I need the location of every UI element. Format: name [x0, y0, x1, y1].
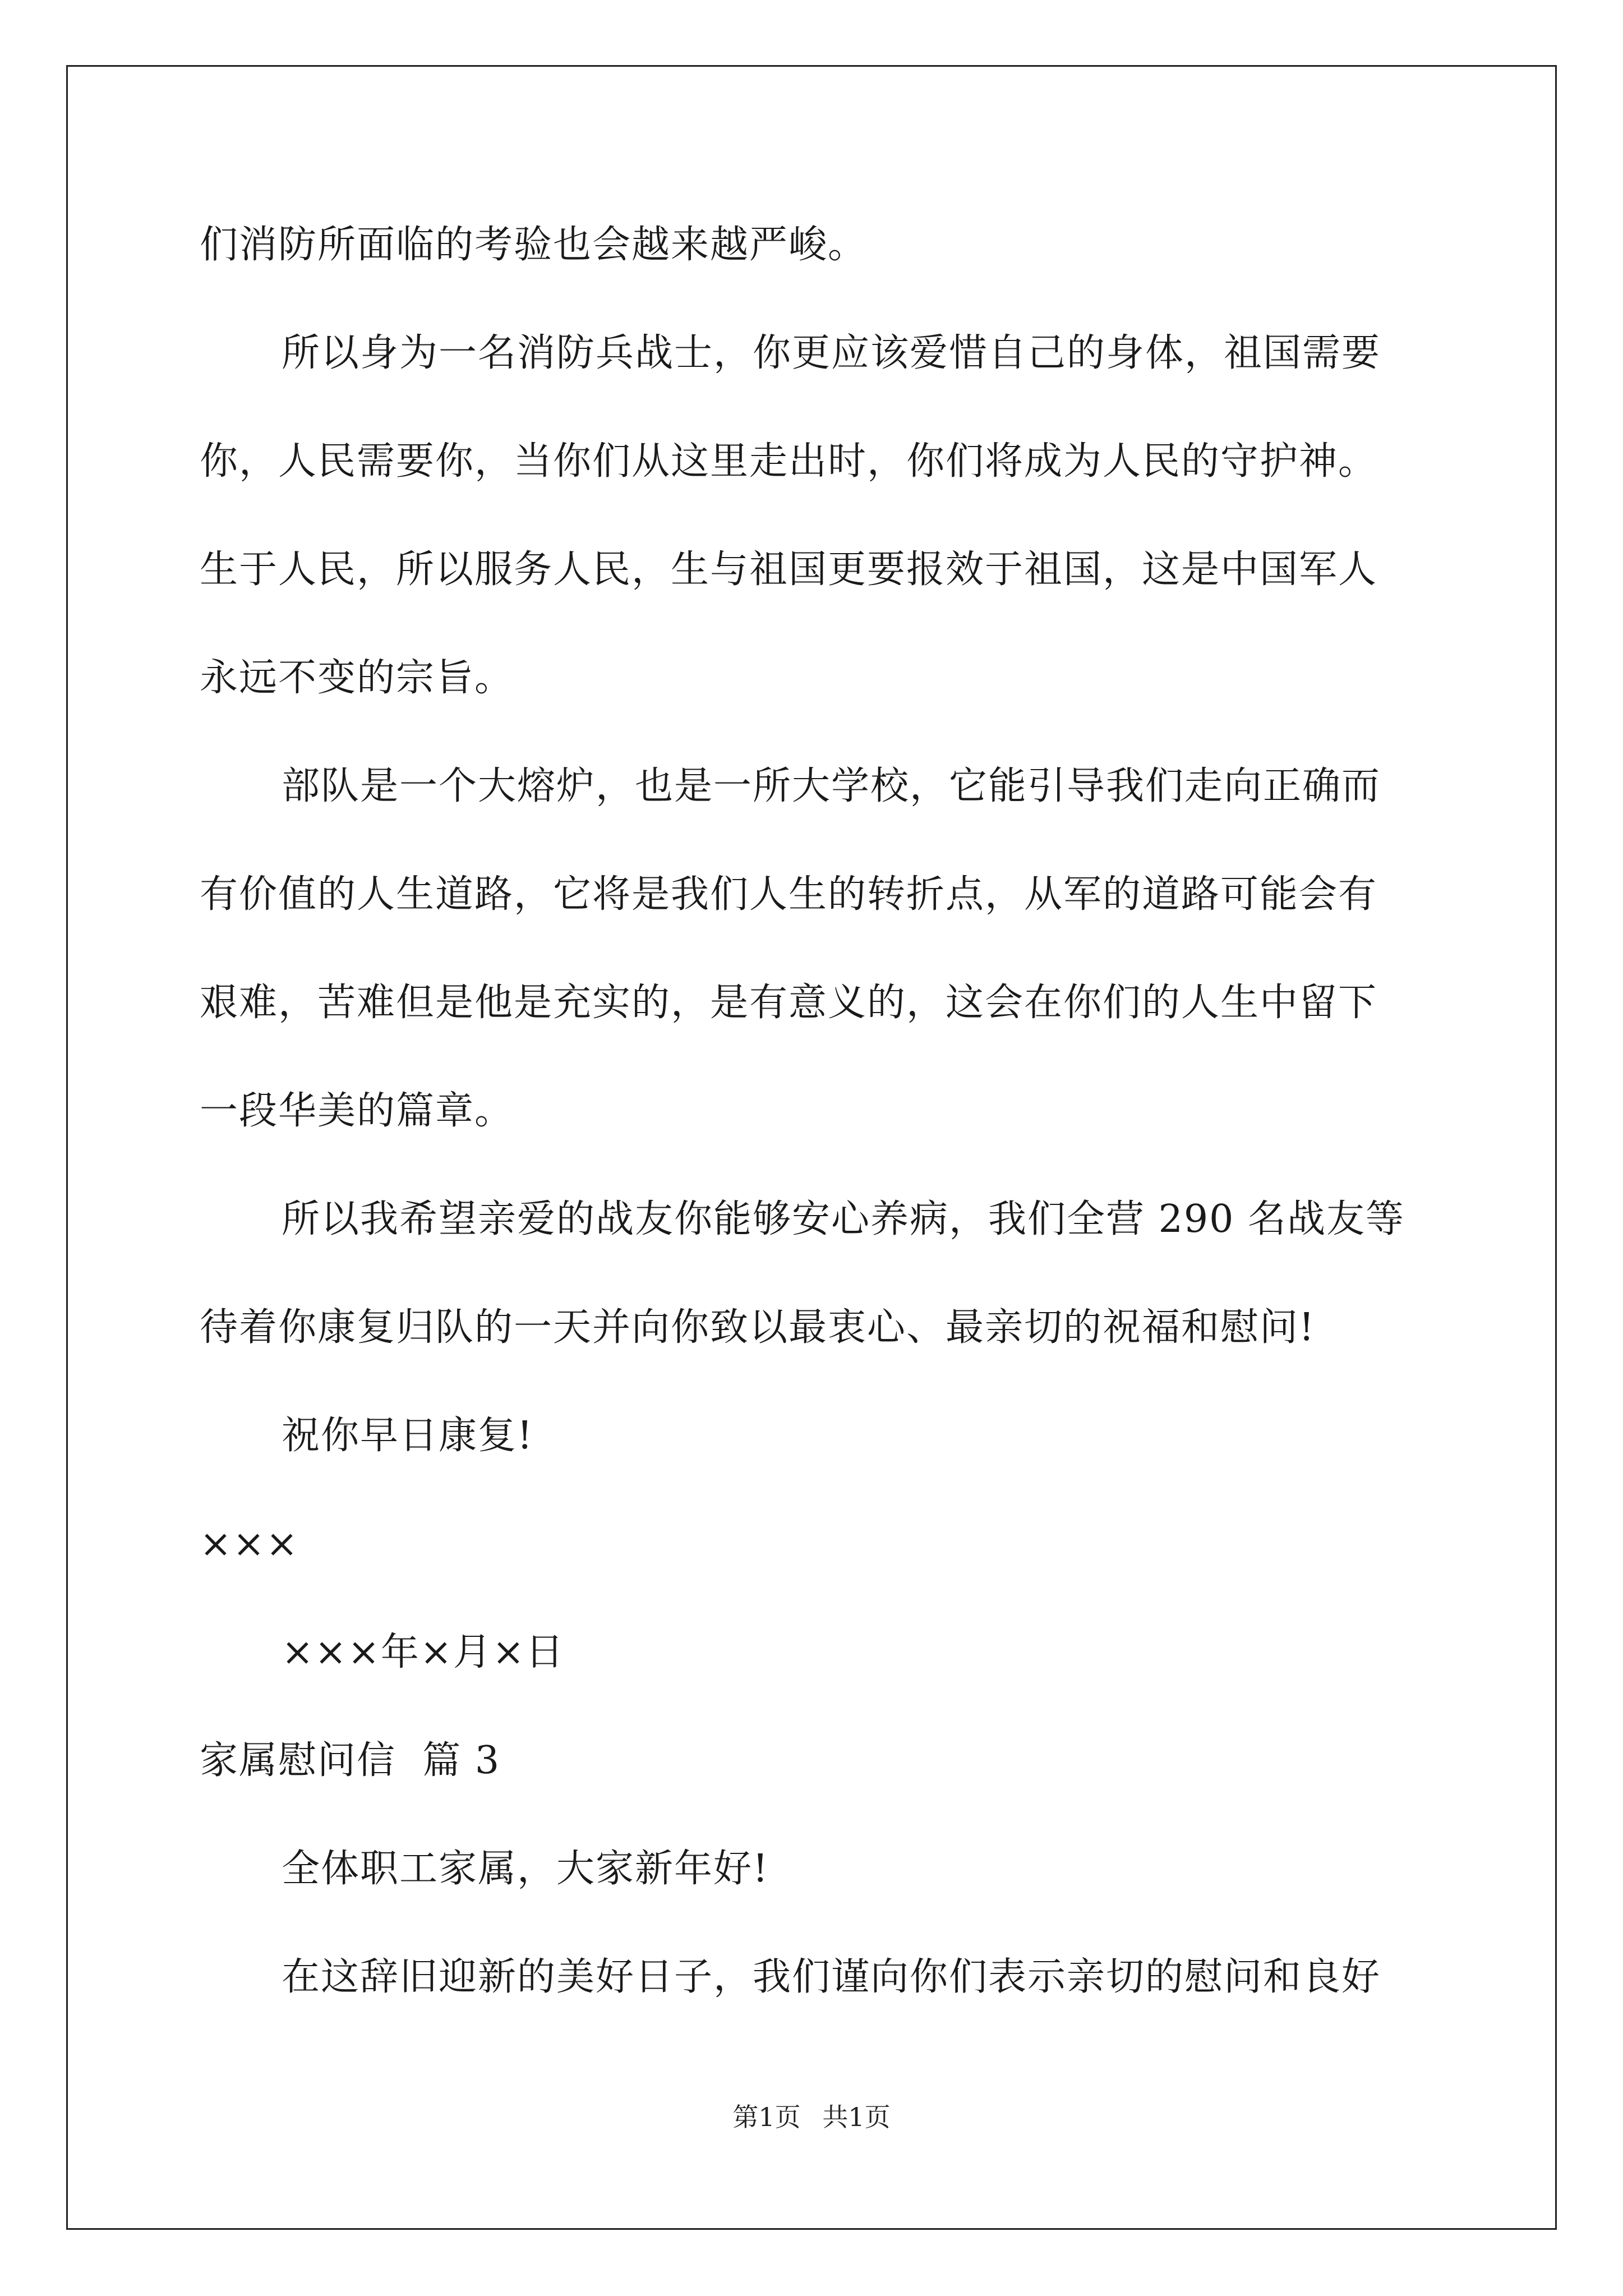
- text-line: 祝你早日康复!: [282, 1414, 534, 1458]
- text-line: 你，人民需要你，当你们从这里走出时，你们将成为人民的守护神。: [200, 439, 1378, 484]
- text-line: 在这辞旧迎新的美好日子，我们谨向你们表示亲切的慰问和良好: [282, 1955, 1381, 1999]
- page-footer: [0, 2097, 1623, 2134]
- document-body: [200, 191, 1422, 2031]
- text-line: 全体职工家属，大家新年好!: [282, 1847, 769, 1891]
- text-line: 待着你康复归队的一天并向你致以最衷心、最亲切的祝福和慰问!: [200, 1305, 1316, 1350]
- text-line: 所以我希望亲爱的战友你能够安心养病，我们全营 290 名战友等: [282, 1197, 1405, 1241]
- text-line: 艰难，苦难但是他是充实的，是有意义的，这会在你们的人生中留下: [200, 981, 1378, 1025]
- signature-name: ×××: [200, 1522, 299, 1566]
- page-number-current: 第1页: [732, 2102, 801, 2132]
- page-number-total: 共1页: [822, 2102, 891, 2132]
- section-heading: 家属慰问信 篇 3: [200, 1738, 501, 1783]
- text-line: 所以身为一名消防兵战士，你更应该爱惜自己的身体，祖国需要: [282, 331, 1381, 375]
- text-line: 们消防所面临的考验也会越来越严峻。: [200, 223, 868, 267]
- text-line: 生于人民，所以服务人民，生与祖国更要报效于祖国，这是中国军人: [200, 547, 1378, 592]
- text-line: 有价值的人生道路，它将是我们人生的转折点，从军的道路可能会有: [200, 872, 1378, 917]
- signature-date: ×××年×月×日: [282, 1630, 565, 1674]
- text-line: 一段华美的篇章。: [200, 1089, 514, 1133]
- text-line: 永远不变的宗旨。: [200, 656, 514, 700]
- text-line: 部队是一个大熔炉，也是一所大学校，它能引导我们走向正确而: [282, 764, 1381, 808]
